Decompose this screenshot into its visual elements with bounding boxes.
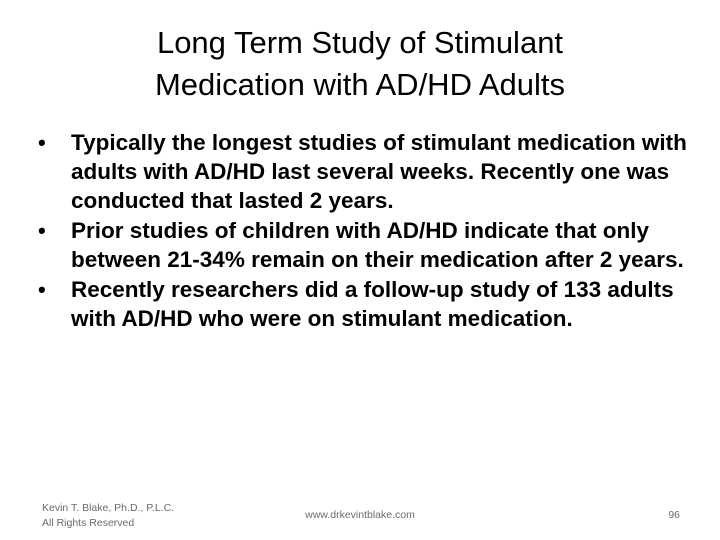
- slide-title-line-2: Medication with AD/HD Adults: [154, 67, 566, 102]
- bullet-text: Recently researchers did a follow-up study of 133 adults with AD/HD who were on stimulant medication.: [71, 277, 674, 331]
- footer-author-name: Kevin T. Blake, Ph.D., P.L.C.: [42, 502, 175, 514]
- footer-author: [42, 501, 242, 531]
- bullet-text: Typically the longest studies of stimulant medication with adults with AD/HD last several weeks. Recently one was conducted that lasted 2 years.: [71, 130, 687, 213]
- bullet-marker: •: [38, 277, 46, 302]
- bullet-list: [38, 128, 688, 334]
- bullet-marker: •: [38, 218, 46, 243]
- bullet-item: [38, 275, 688, 333]
- bullet-text: Prior studies of children with AD/HD indicate that only between 21-34% remain on their medication after 2 years.: [71, 218, 684, 272]
- bullet-item: [38, 216, 688, 274]
- page-number: 96: [668, 509, 680, 521]
- footer-copyright: All Rights Reserved: [42, 517, 135, 529]
- bullet-item: [38, 128, 688, 215]
- slide-title-line-1: Long Term Study of Stimulant: [156, 25, 564, 60]
- slide-title: [60, 22, 660, 106]
- bullet-marker: •: [38, 130, 46, 155]
- footer-website: www.drkevintblake.com: [305, 509, 415, 521]
